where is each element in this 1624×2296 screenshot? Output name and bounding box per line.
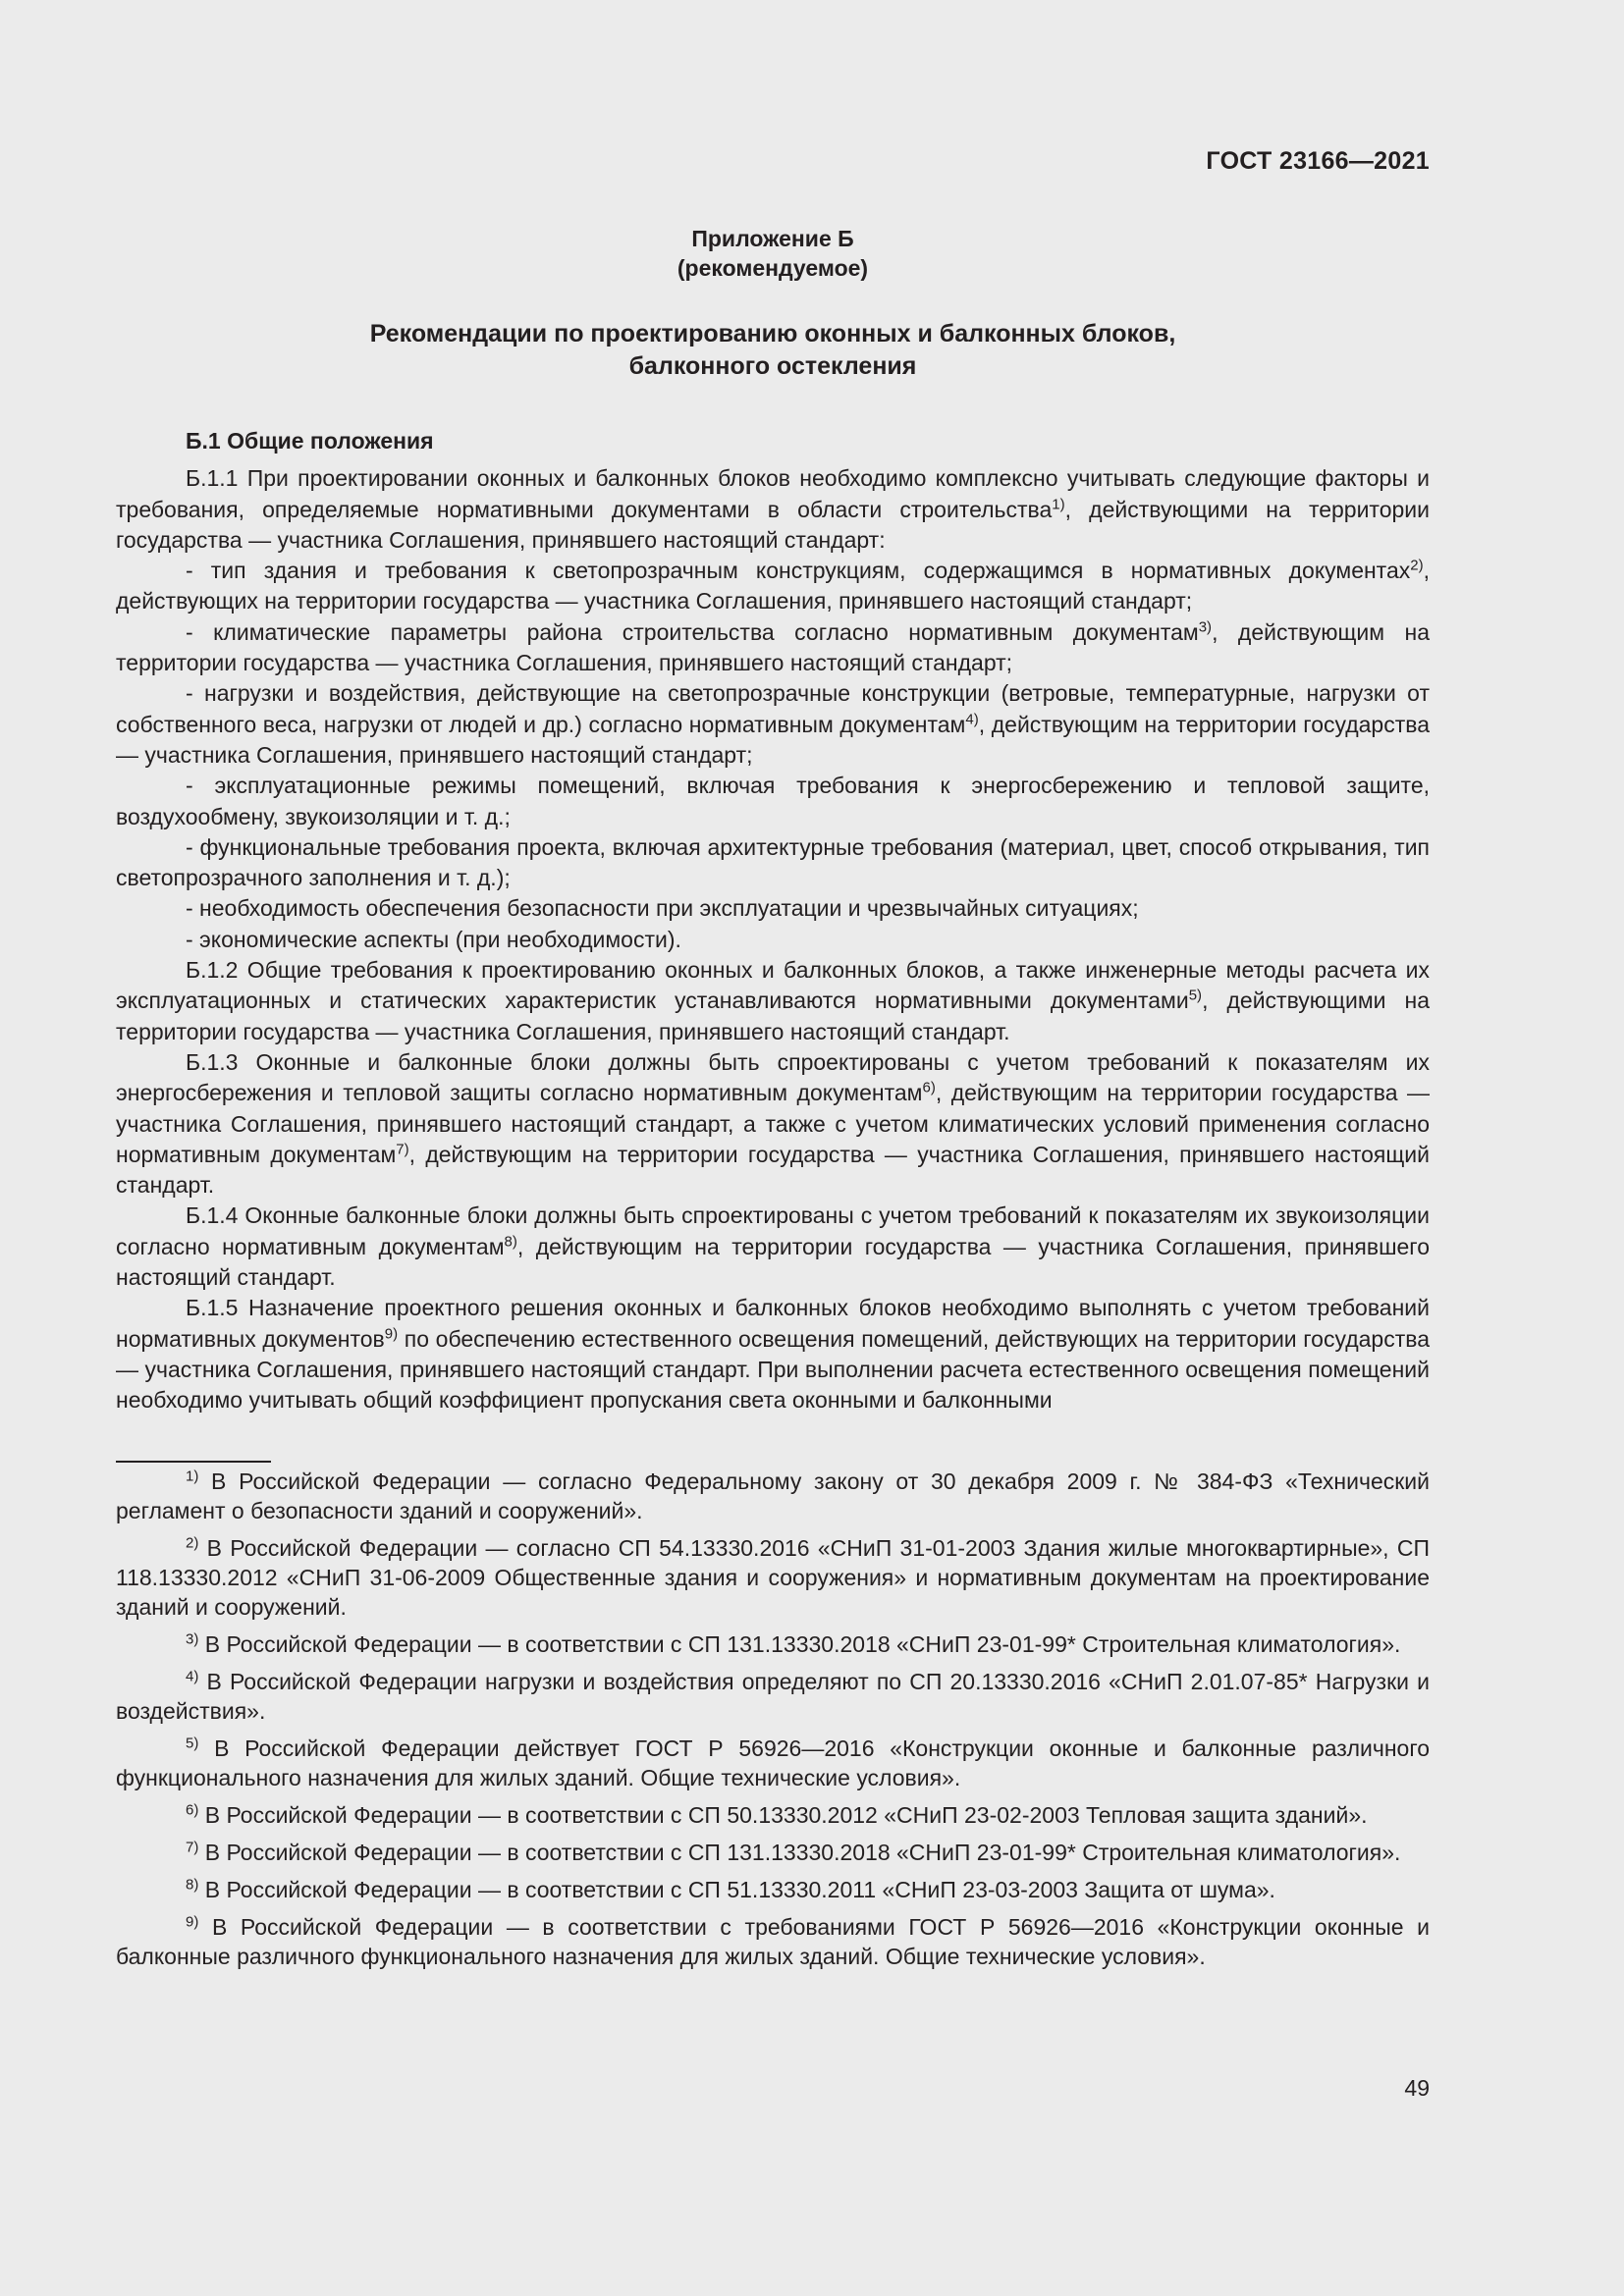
- paragraph-b-1-1: Б.1.1 При проектировании оконных и балконных блоков необходимо комплексно учитывать следующие факторы и требования, определяемые нормативными документами в области строительства$^{1)}$, действующими на территории государства — участника Соглашения, принявшего настоящий стандарт:: [116, 465, 1430, 553]
- section-title: Б.1 Общие положения: [186, 428, 434, 454]
- footnote: $^{1)}$ В Российской Федерации — согласно Федеральному закону от 30 декабря 2009 г. № 384-ФЗ «Технический регламент о безопасности зданий и сооружений».: [116, 1468, 1430, 1523]
- footnote-ref[interactable]: 8): [504, 1233, 517, 1251]
- document-code: ГОСТ 23166—2021: [1206, 147, 1430, 175]
- footnote-ref[interactable]: 2): [1410, 557, 1424, 574]
- footnote: $^{2)}$ В Российской Федерации — согласно СП 54.13330.2016 «СНиП 31-01-2003 Здания жилые многоквартирные», СП 118.13330.2012 «СНиП 31-06-2009 Общественные здания и сооружения» и нормативным документам на проектирование зданий и сооружений.: [116, 1534, 1430, 1620]
- footnote-ref[interactable]: 7): [396, 1141, 409, 1158]
- paragraph-b-1-4: Б.1.4 Оконные балконные блоки должны быть спроектированы с учетом требований к показателям их звукоизоляции согласно нормативным документам$^{8)}$, действующим на территории государства — участника Соглашения, принявшего настоящий стандарт.: [116, 1202, 1430, 1291]
- list-item: - экономические аспекты (при необходимости).: [186, 926, 681, 952]
- footnote: $^{7)}$ В Российской Федерации — в соответствии с СП 131.13330.2018 «СНиП 23-01-99* Строительная климатология».: [186, 1839, 1401, 1865]
- body-text: [116, 426, 1430, 1416]
- paragraph-b-1-5: Б.1.5 Назначение проектного решения оконных и балконных блоков необходимо выполнять с учетом требований нормативных документов$^{9)}$ по обеспечению естественного освещения помещений, действующих на территории государства — участника Соглашения, принявшего настоящий стандарт. При выполнении расчета естественного освещения помещений необходимо учитывать общий коэффициент пропускания света оконными и балконными: [116, 1295, 1430, 1414]
- heading-line-2: балконного остекления: [628, 352, 917, 380]
- footnote-ref[interactable]: 3): [1198, 618, 1213, 636]
- footnote: $^{5)}$ В Российской Федерации действует ГОСТ Р 56926—2016 «Конструкции оконные и балконные различного функционального назначения для жилых зданий. Общие технические условия».: [116, 1735, 1430, 1790]
- page-number: 49: [1404, 2075, 1430, 2101]
- footnote-ref[interactable]: 5): [1188, 987, 1203, 1004]
- list-item: - необходимость обеспечения безопасности при эксплуатации и чрезвычайных ситуациях;: [186, 895, 1139, 922]
- footnote: $^{3)}$ В Российской Федерации — в соответствии с СП 131.13330.2018 «СНиП 23-01-99* Строительная климатология».: [186, 1630, 1401, 1657]
- heading-line-1: Рекомендации по проектированию оконных и балконных блоков,: [369, 320, 1176, 347]
- appendix-header: [116, 224, 1430, 283]
- paragraph-b-1-3: Б.1.3 Оконные и балконные блоки должны быть спроектированы с учетом требований к показателям их энергосбережения и тепловой защиты согласно нормативным документам$^{6)}$, действующим на территории государства — участника Соглашения, принявшего настоящий стандарт, а также с учетом климатических условий применения согласно нормативным документам$^{7)}$, действующим на территории государства — участника Соглашения, принявшего настоящий стандарт.: [116, 1048, 1430, 1199]
- footnote-separator: [116, 1461, 271, 1463]
- appendix-subtitle: (рекомендуемое): [677, 255, 869, 281]
- footnote: $^{6)}$ В Российской Федерации — в соответствии с СП 50.13330.2012 «СНиП 23-02-2003 Тепловая защита зданий».: [186, 1801, 1368, 1828]
- paragraph-b-1-2: Б.1.2 Общие требования к проектированию оконных и балконных блоков, а также инженерные методы расчета их эксплуатационных и статических характеристик устанавливаются нормативными документами$^{5)}$, действующими на территории государства — участника Соглашения, принявшего настоящий стандарт.: [116, 957, 1430, 1044]
- footnotes: [116, 1467, 1430, 1979]
- appendix-title: Приложение Б: [691, 226, 854, 251]
- appendix-heading: [116, 318, 1430, 383]
- footnote-ref[interactable]: 9): [384, 1324, 399, 1342]
- list-item: - нагрузки и воздействия, действующие на светопрозрачные конструкции (ветровые, температурные, нагрузки от собственного веса, нагрузки от людей и др.) согласно нормативным документам$^{4)}$, действующим на территории государства — участника Соглашения, принявшего настоящий стандарт;: [116, 680, 1431, 768]
- list-item: - эксплуатационные режимы помещений, включая требования к энергосбережению и тепловой защите, воздухообмену, звукоизоляции и т. д.;: [116, 773, 1430, 829]
- list-item: - функциональные требования проекта, включая архитектурные требования (материал, цвет, способ открывания, тип светопрозрачного заполнения и т. д.);: [116, 833, 1430, 891]
- list-item: - тип здания и требования к светопрозрачным конструкциям, содержащимся в нормативных документах$^{2)}$, действующих на территории государства — участника Соглашения, принявшего настоящий стандарт;: [116, 557, 1430, 614]
- footnote-ref[interactable]: 6): [922, 1079, 936, 1096]
- footnote: $^{9)}$ В Российской Федерации — в соответствии с требованиями ГОСТ Р 56926—2016 «Конструкции оконные и балконные различного функционального назначения для жилых зданий. Общие технические условия».: [116, 1913, 1430, 1969]
- footnote: $^{4)}$ В Российской Федерации нагрузки и воздействия определяют по СП 20.13330.2016 «СНиП 2.01.07-85* Нагрузки и воздействия».: [116, 1668, 1430, 1724]
- footnote: $^{8)}$ В Российской Федерации — в соответствии с СП 51.13330.2011 «СНиП 23-03-2003 Защита от шума».: [186, 1876, 1275, 1902]
- footnote-ref[interactable]: 1): [1052, 495, 1065, 512]
- footnote-ref[interactable]: 4): [965, 711, 979, 728]
- list-item: - климатические параметры района строительства согласно нормативным документам$^{3)}$, действующим на территории государства — участника Соглашения, принявшего настоящий стандарт;: [116, 618, 1430, 676]
